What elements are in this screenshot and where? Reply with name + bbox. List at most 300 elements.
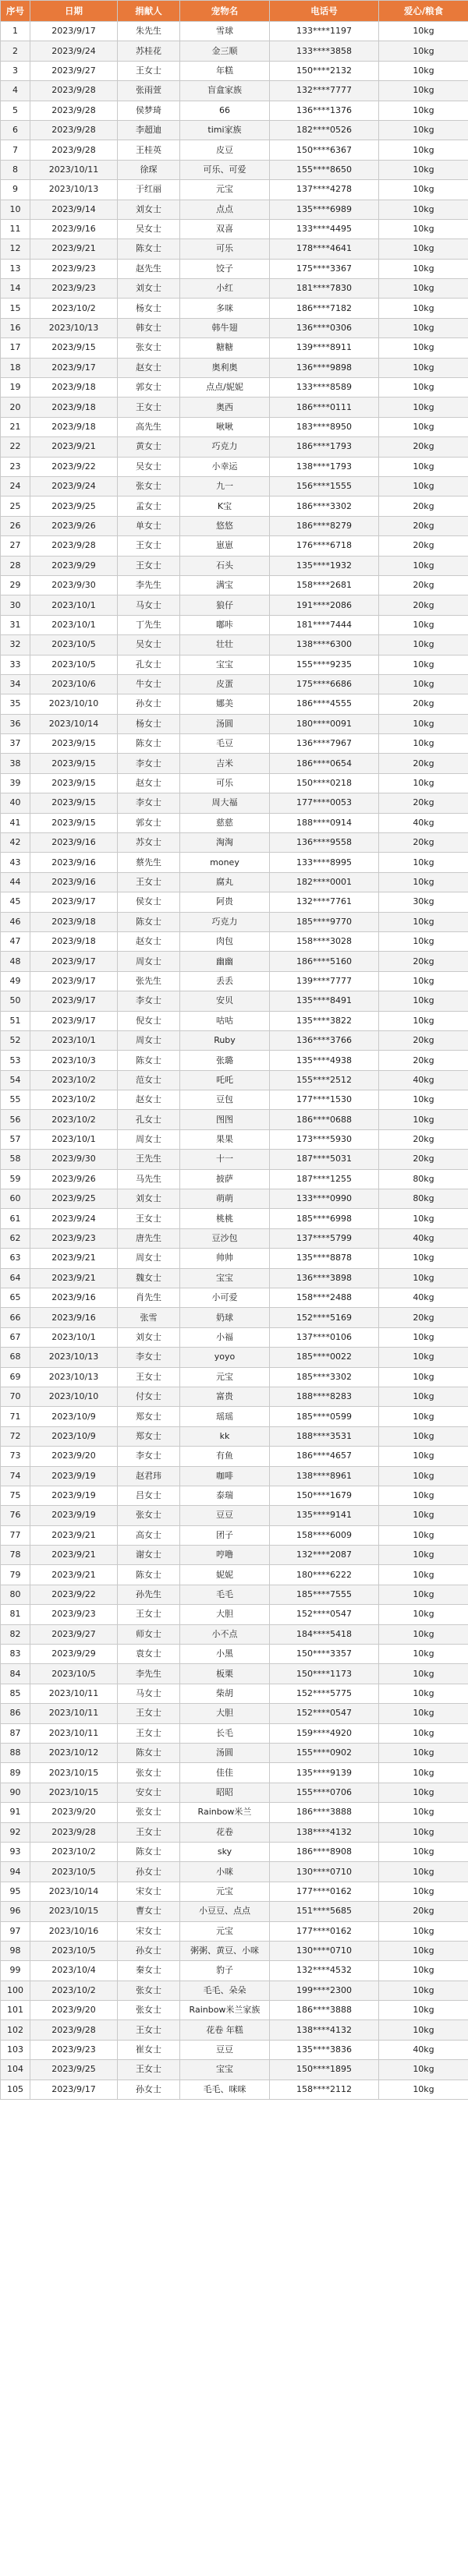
row-index: 28 [1, 556, 30, 575]
row-donor: 王女士 [118, 536, 180, 556]
table-row [1, 1842, 468, 1861]
row-phone: 135****9139 [270, 1763, 379, 1783]
row-donor: 王女士 [118, 1704, 180, 1723]
row-date: 2023/9/22 [30, 457, 118, 476]
row-pet-name: 小幸运 [180, 457, 270, 476]
row-pet-name: 巧克力 [180, 437, 270, 457]
table-row [1, 200, 468, 219]
row-index: 13 [1, 259, 30, 278]
table-row [1, 1525, 468, 1545]
table-row [1, 595, 468, 615]
table-row [1, 1862, 468, 1882]
row-pet-name: Rainbow米兰 [180, 1803, 270, 1822]
row-phone: 180****0091 [270, 714, 379, 733]
row-date: 2023/9/18 [30, 912, 118, 931]
table-body [1, 22, 468, 2100]
row-index: 45 [1, 892, 30, 912]
row-donation-amount: 20kg [379, 437, 468, 457]
row-phone: 177****0053 [270, 793, 379, 813]
row-index: 97 [1, 1921, 30, 1941]
row-donation-amount: 10kg [379, 2060, 468, 2080]
row-donation-amount: 10kg [379, 1981, 468, 2000]
row-date: 2023/10/5 [30, 1941, 118, 1960]
row-date: 2023/10/1 [30, 1030, 118, 1050]
row-phone: 159****4920 [270, 1723, 379, 1743]
row-date: 2023/9/20 [30, 1447, 118, 1466]
row-donor: 孙女士 [118, 2080, 180, 2099]
row-donor: 牛女士 [118, 674, 180, 694]
table-row [1, 655, 468, 674]
row-phone: 150****1895 [270, 2060, 379, 2080]
row-index: 70 [1, 1387, 30, 1406]
row-index: 18 [1, 358, 30, 377]
table-row [1, 160, 468, 179]
row-index: 52 [1, 1030, 30, 1050]
table-row [1, 872, 468, 892]
row-donor: 李女士 [118, 1348, 180, 1367]
row-date: 2023/9/19 [30, 1486, 118, 1505]
row-index: 98 [1, 1941, 30, 1960]
row-pet-name: 大胆 [180, 1704, 270, 1723]
row-pet-name: 石头 [180, 556, 270, 575]
table-row [1, 457, 468, 476]
row-pet-name: kk [180, 1426, 270, 1446]
row-index: 80 [1, 1585, 30, 1604]
table-row [1, 1189, 468, 1209]
table-row [1, 773, 468, 793]
row-donor: 孙女士 [118, 1862, 180, 1882]
row-donation-amount: 10kg [379, 1506, 468, 1525]
row-pet-name: 豆包 [180, 1090, 270, 1110]
row-pet-name: 有鱼 [180, 1447, 270, 1466]
row-date: 2023/9/23 [30, 259, 118, 278]
row-phone: 138****1793 [270, 457, 379, 476]
row-donor: 李先生 [118, 575, 180, 595]
table-row [1, 1169, 468, 1189]
row-pet-name: 板栗 [180, 1664, 270, 1684]
row-donation-amount: 10kg [379, 1209, 468, 1228]
table-row [1, 2080, 468, 2099]
row-index: 79 [1, 1565, 30, 1585]
row-pet-name: K宝 [180, 496, 270, 516]
row-phone: 158****2488 [270, 1288, 379, 1308]
row-phone: 155****2512 [270, 1070, 379, 1090]
row-phone: 135****4938 [270, 1051, 379, 1070]
row-index: 72 [1, 1426, 30, 1446]
row-index: 39 [1, 773, 30, 793]
row-donor: 陈女士 [118, 912, 180, 931]
row-date: 2023/9/21 [30, 1268, 118, 1288]
row-donor: 李先生 [118, 1664, 180, 1684]
row-donor: 郭女士 [118, 378, 180, 398]
row-phone: 152****5169 [270, 1308, 379, 1327]
row-phone: 133****4495 [270, 219, 379, 239]
row-date: 2023/10/9 [30, 1426, 118, 1446]
row-phone: 185****9770 [270, 912, 379, 931]
row-donation-amount: 10kg [379, 714, 468, 733]
row-donation-amount: 10kg [379, 1941, 468, 1960]
row-donor: 吴女士 [118, 219, 180, 239]
row-pet-name: 小豆豆、点点 [180, 1902, 270, 1921]
row-pet-name: 咖啡 [180, 1466, 270, 1486]
row-phone: 183****8950 [270, 417, 379, 436]
row-donor: 王女士 [118, 61, 180, 80]
row-pet-name: 哼噜 [180, 1546, 270, 1565]
table-row [1, 1090, 468, 1110]
row-phone: 130****0710 [270, 1862, 379, 1882]
table-row [1, 1704, 468, 1723]
row-phone: 188****0914 [270, 813, 379, 832]
row-pet-name: 昭昭 [180, 1783, 270, 1802]
row-donation-amount: 10kg [379, 1011, 468, 1030]
row-donation-amount: 10kg [379, 1645, 468, 1664]
row-phone: 158****3028 [270, 931, 379, 951]
row-index: 34 [1, 674, 30, 694]
row-pet-name: 饺子 [180, 259, 270, 278]
row-index: 7 [1, 140, 30, 160]
row-pet-name: 宝宝 [180, 2060, 270, 2080]
row-donation-amount: 10kg [379, 1426, 468, 1446]
row-donation-amount: 10kg [379, 1664, 468, 1684]
row-phone: 136****7967 [270, 734, 379, 754]
row-phone: 186****3888 [270, 1803, 379, 1822]
row-donor: 张女士 [118, 2001, 180, 2020]
row-phone: 175****3367 [270, 259, 379, 278]
row-donor: 侯梦琦 [118, 101, 180, 120]
table-row [1, 41, 468, 61]
row-phone: 181****7830 [270, 279, 379, 299]
row-index: 103 [1, 2040, 30, 2059]
row-index: 102 [1, 2020, 30, 2040]
row-phone: 136****1376 [270, 101, 379, 120]
table-row [1, 674, 468, 694]
row-index: 92 [1, 1822, 30, 1842]
row-index: 101 [1, 2001, 30, 2020]
row-date: 2023/9/19 [30, 1466, 118, 1486]
row-donor: 韩女士 [118, 318, 180, 337]
row-donor: 曹女士 [118, 1902, 180, 1921]
row-donation-amount: 10kg [379, 318, 468, 337]
table-row [1, 1565, 468, 1585]
row-index: 26 [1, 516, 30, 535]
row-date: 2023/9/17 [30, 991, 118, 1011]
row-index: 19 [1, 378, 30, 398]
row-donation-amount: 10kg [379, 1842, 468, 1861]
row-donor: 黄女士 [118, 437, 180, 457]
row-date: 2023/10/11 [30, 1684, 118, 1703]
row-phone: 135****3822 [270, 1011, 379, 1030]
row-donation-amount: 10kg [379, 615, 468, 634]
row-date: 2023/10/1 [30, 1327, 118, 1347]
table-row [1, 1684, 468, 1703]
row-pet-name: 豆沙包 [180, 1228, 270, 1248]
row-phone: 135****8491 [270, 991, 379, 1011]
row-donation-amount: 10kg [379, 398, 468, 417]
row-index: 29 [1, 575, 30, 595]
row-date: 2023/10/1 [30, 1129, 118, 1149]
row-donation-amount: 10kg [379, 1486, 468, 1505]
row-donation-amount: 10kg [379, 1407, 468, 1426]
table-row [1, 101, 468, 120]
row-date: 2023/9/18 [30, 398, 118, 417]
table-row [1, 734, 468, 754]
table-row [1, 338, 468, 358]
row-date: 2023/9/16 [30, 872, 118, 892]
row-date: 2023/9/15 [30, 338, 118, 358]
row-pet-name: 盲盒家族 [180, 81, 270, 101]
table-row [1, 1882, 468, 1901]
row-date: 2023/9/30 [30, 575, 118, 595]
row-date: 2023/10/4 [30, 1961, 118, 1981]
table-row [1, 853, 468, 872]
table-row [1, 279, 468, 299]
table-row [1, 2040, 468, 2059]
row-phone: 187****5031 [270, 1150, 379, 1169]
row-phone: 137****0106 [270, 1327, 379, 1347]
row-pet-name: 桃桃 [180, 1209, 270, 1228]
row-donation-amount: 10kg [379, 239, 468, 259]
row-phone: 133****3858 [270, 41, 379, 61]
row-index: 96 [1, 1902, 30, 1921]
row-pet-name: 慈慈 [180, 813, 270, 832]
row-phone: 185****0599 [270, 1407, 379, 1426]
row-donation-amount: 10kg [379, 1743, 468, 1762]
row-date: 2023/9/18 [30, 378, 118, 398]
row-donation-amount: 40kg [379, 1070, 468, 1090]
row-phone: 185****7555 [270, 1585, 379, 1604]
row-phone: 130****0710 [270, 1941, 379, 1960]
row-index: 58 [1, 1150, 30, 1169]
table-row [1, 2001, 468, 2020]
row-donor: 王女士 [118, 556, 180, 575]
row-phone: 186****3888 [270, 2001, 379, 2020]
row-donation-amount: 10kg [379, 1565, 468, 1585]
row-index: 62 [1, 1228, 30, 1248]
table-row [1, 556, 468, 575]
row-donor: 高女士 [118, 1525, 180, 1545]
row-donation-amount: 20kg [379, 694, 468, 714]
row-donation-amount: 20kg [379, 1051, 468, 1070]
row-donation-amount: 10kg [379, 556, 468, 575]
row-index: 53 [1, 1051, 30, 1070]
row-donor: 赵女士 [118, 773, 180, 793]
row-pet-name: 淘淘 [180, 833, 270, 853]
row-donor: 孙女士 [118, 694, 180, 714]
row-phone: 176****6718 [270, 536, 379, 556]
row-pet-name: Rainbow米兰家族 [180, 2001, 270, 2020]
row-date: 2023/10/6 [30, 674, 118, 694]
row-donor: 孔女士 [118, 1110, 180, 1129]
row-pet-name: 咕咕 [180, 1011, 270, 1030]
row-donation-amount: 10kg [379, 1921, 468, 1941]
row-donor: 秦女士 [118, 1961, 180, 1981]
row-phone: 138****4132 [270, 2020, 379, 2040]
table-row [1, 2060, 468, 2080]
row-phone: 199****2300 [270, 1981, 379, 2000]
row-date: 2023/10/15 [30, 1902, 118, 1921]
row-date: 2023/10/14 [30, 1882, 118, 1901]
row-donation-amount: 10kg [379, 160, 468, 179]
row-pet-name: 安贝 [180, 991, 270, 1011]
row-date: 2023/9/22 [30, 1585, 118, 1604]
row-donation-amount: 10kg [379, 61, 468, 80]
table-row [1, 358, 468, 377]
row-phone: 137****4278 [270, 180, 379, 200]
row-phone: 175****6686 [270, 674, 379, 694]
row-phone: 155****0902 [270, 1743, 379, 1762]
row-phone: 182****0001 [270, 872, 379, 892]
row-phone: 185****6998 [270, 1209, 379, 1228]
table-row [1, 912, 468, 931]
table-row [1, 635, 468, 655]
row-date: 2023/10/2 [30, 299, 118, 318]
row-pet-name: 元宝 [180, 180, 270, 200]
table-row [1, 259, 468, 278]
row-donor: 陈女士 [118, 1842, 180, 1861]
row-index: 99 [1, 1961, 30, 1981]
row-donation-amount: 40kg [379, 1288, 468, 1308]
row-pet-name: 豹子 [180, 1961, 270, 1981]
row-donor: 李超迪 [118, 120, 180, 140]
row-pet-name: 小咪 [180, 1862, 270, 1882]
row-donation-amount: 10kg [379, 1803, 468, 1822]
row-index: 100 [1, 1981, 30, 2000]
row-pet-name: 豆豆 [180, 2040, 270, 2059]
row-phone: 152****5775 [270, 1684, 379, 1703]
row-date: 2023/9/17 [30, 1011, 118, 1030]
row-donation-amount: 10kg [379, 417, 468, 436]
row-index: 20 [1, 398, 30, 417]
table-row [1, 1268, 468, 1288]
table-row [1, 1605, 468, 1624]
row-donation-amount: 10kg [379, 358, 468, 377]
row-phone: 150****0218 [270, 773, 379, 793]
row-date: 2023/9/24 [30, 476, 118, 496]
row-index: 27 [1, 536, 30, 556]
row-index: 44 [1, 872, 30, 892]
row-date: 2023/9/28 [30, 101, 118, 120]
table-row [1, 1030, 468, 1050]
row-index: 50 [1, 991, 30, 1011]
row-donation-amount: 20kg [379, 496, 468, 516]
row-donor: 马女士 [118, 1684, 180, 1703]
row-donation-amount: 10kg [379, 1090, 468, 1110]
table-row [1, 1803, 468, 1822]
row-donor: 王女士 [118, 2060, 180, 2080]
row-date: 2023/9/16 [30, 1308, 118, 1327]
row-index: 56 [1, 1110, 30, 1129]
row-donation-amount: 10kg [379, 279, 468, 299]
row-index: 49 [1, 971, 30, 991]
row-date: 2023/10/11 [30, 1723, 118, 1743]
row-donation-amount: 20kg [379, 952, 468, 971]
row-date: 2023/9/28 [30, 140, 118, 160]
row-donation-amount: 20kg [379, 1150, 468, 1169]
row-date: 2023/9/21 [30, 1249, 118, 1268]
table-row [1, 1426, 468, 1446]
row-pet-name: 壮壮 [180, 635, 270, 655]
row-date: 2023/9/15 [30, 813, 118, 832]
row-index: 15 [1, 299, 30, 318]
row-pet-name: 毛毛 [180, 1585, 270, 1604]
row-donor: 张女士 [118, 338, 180, 358]
row-donation-amount: 10kg [379, 378, 468, 398]
table-header [1, 1, 468, 22]
row-date: 2023/10/2 [30, 1070, 118, 1090]
row-donor: 郭女士 [118, 813, 180, 832]
table-row [1, 219, 468, 239]
table-row [1, 516, 468, 535]
row-index: 105 [1, 2080, 30, 2099]
row-donation-amount: 10kg [379, 1585, 468, 1604]
row-pet-name: Ruby [180, 1030, 270, 1050]
row-index: 2 [1, 41, 30, 61]
row-pet-name: 小黑 [180, 1645, 270, 1664]
row-pet-name: 多咪 [180, 299, 270, 318]
header-date: 日期 [30, 1, 118, 22]
row-pet-name: 幽幽 [180, 952, 270, 971]
row-phone: 135****6989 [270, 200, 379, 219]
row-pet-name: 团子 [180, 1525, 270, 1545]
row-pet-name: 皮豆 [180, 140, 270, 160]
table-row [1, 1209, 468, 1228]
row-date: 2023/9/25 [30, 496, 118, 516]
row-donor: 范女士 [118, 1070, 180, 1090]
row-pet-name: 年糕 [180, 61, 270, 80]
row-donor: 陈女士 [118, 1743, 180, 1762]
row-pet-name: 娜美 [180, 694, 270, 714]
table-row [1, 971, 468, 991]
row-pet-name: 花卷 [180, 1822, 270, 1842]
row-donation-amount: 20kg [379, 575, 468, 595]
row-pet-name: 66 [180, 101, 270, 120]
row-date: 2023/9/21 [30, 437, 118, 457]
header-index: 序号 [1, 1, 30, 22]
row-date: 2023/10/11 [30, 1704, 118, 1723]
row-date: 2023/9/21 [30, 1525, 118, 1545]
row-donor: 袁女士 [118, 1645, 180, 1664]
row-donor: 陈女士 [118, 239, 180, 259]
row-index: 83 [1, 1645, 30, 1664]
row-donor: 王先生 [118, 1150, 180, 1169]
header-donor: 捐献人 [118, 1, 180, 22]
row-donation-amount: 10kg [379, 476, 468, 496]
row-date: 2023/9/23 [30, 279, 118, 299]
table-row [1, 1129, 468, 1149]
row-date: 2023/9/18 [30, 931, 118, 951]
row-donation-amount: 20kg [379, 1902, 468, 1921]
table-row [1, 81, 468, 101]
row-donor: 谢女士 [118, 1546, 180, 1565]
row-pet-name: timi家族 [180, 120, 270, 140]
table-row [1, 140, 468, 160]
row-pet-name: 毛毛、朵朵 [180, 1981, 270, 2000]
table-row [1, 931, 468, 951]
row-donor: 孙女士 [118, 1941, 180, 1960]
table-row [1, 813, 468, 832]
row-donor: 魏女士 [118, 1268, 180, 1288]
row-donor: 李女士 [118, 991, 180, 1011]
table-row [1, 1308, 468, 1327]
row-index: 33 [1, 655, 30, 674]
row-phone: 136****0306 [270, 318, 379, 337]
row-phone: 139****7777 [270, 971, 379, 991]
row-index: 85 [1, 1684, 30, 1703]
row-donor: 吴女士 [118, 635, 180, 655]
row-donation-amount: 10kg [379, 2080, 468, 2099]
row-index: 47 [1, 931, 30, 951]
table-row [1, 536, 468, 556]
